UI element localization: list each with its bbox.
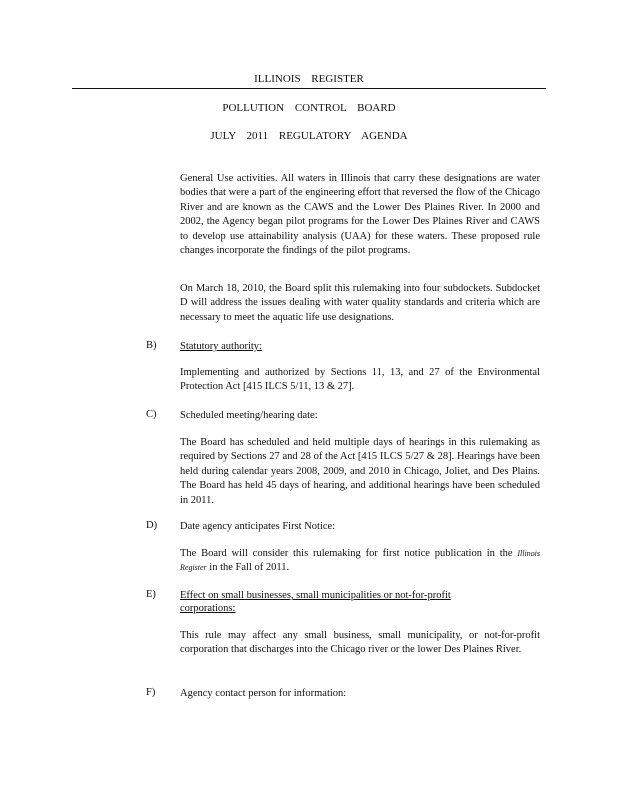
board-title: POLLUTION CONTROL BOARD bbox=[222, 102, 396, 114]
section-f-marker: F) bbox=[146, 687, 156, 698]
section-e-heading-line2: corporations: bbox=[180, 603, 236, 614]
section-e-marker: E) bbox=[146, 589, 156, 600]
section-c-heading: Scheduled meeting/hearing date: bbox=[180, 410, 318, 421]
section-e-heading-line1: Effect on small businesses, small municipalities or not-for-profit bbox=[180, 590, 451, 601]
header-rule bbox=[72, 88, 546, 89]
section-b-heading: Statutory authority: bbox=[180, 341, 262, 352]
illinois-register-citation: Illinois Register bbox=[180, 549, 541, 573]
register-title: ILLINOIS REGISTER bbox=[254, 73, 364, 85]
intro-paragraph-2: On March 18, 2010, the Board split this rulemaking into four subdockets. Subdocket D will address the issues dealing with water quality standards and criteria which are necessary to meet the aquatic life use designations. bbox=[180, 283, 540, 323]
intro-paragraph-1: General Use activities. All waters in Illinois that carry these designations are water bodies that were a part of the engineering effort that reversed the flow of the Chicago River and are known as the CAWS and the Lower Des Plaines River. In 2000 and 2002, the Agency began pilot programs for the Lower Des Plaines River and CAWS to develop use attainability analysis (UAA) for these waters. These proposed rule changes incorporate the findings of the pilot programs. bbox=[180, 173, 540, 257]
section-c-marker: C) bbox=[146, 409, 157, 420]
section-d-heading: Date agency anticipates First Notice: bbox=[180, 521, 336, 532]
section-c-body: The Board has scheduled and held multiple days of hearings in this rulemaking as required by Sections 27 and 28 of the Act [415 ILCS 5/27 & 28]. Hearings have been held during calendar years 2008, 2009, and 2010 in Chicago, Joliet, and Des Plains. The Board has held 45 days of hearing, and additional hearings have been scheduled in 2011. bbox=[180, 437, 540, 506]
section-b-marker: B) bbox=[146, 340, 157, 351]
section-f-heading: Agency contact person for information: bbox=[180, 688, 347, 699]
section-d-body-tail: in the Fall of 2011. bbox=[209, 562, 290, 574]
section-e-body: This rule may affect any small business, small municipality, or not-for-profit corporation that discharges into the Chicago river or the lower Des Plaines River. bbox=[180, 630, 540, 656]
section-d-marker: D) bbox=[146, 520, 158, 531]
agenda-title: JULY 2011 REGULATORY AGENDA bbox=[210, 130, 408, 142]
section-b-body: Implementing and authorized by Sections 11, 13, and 27 of the Environmental Protection Act [415 ILCS 5/11, 13 & 27]. bbox=[180, 367, 540, 393]
section-d-body bbox=[180, 547, 540, 576]
section-d-body-text: The Board will consider this rulemaking for first notice publication in the bbox=[180, 548, 513, 559]
